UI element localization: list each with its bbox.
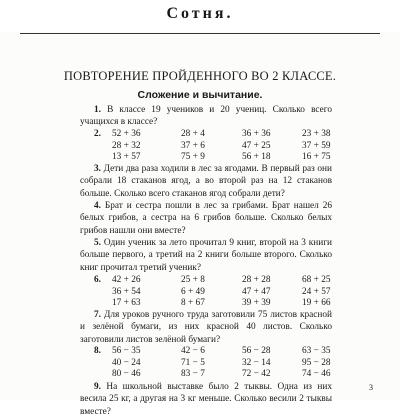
exercise: 40 − 24 xyxy=(112,357,141,368)
task-number: 7. xyxy=(94,310,101,320)
exercise: 56 − 28 xyxy=(242,346,271,356)
exercise-row xyxy=(80,129,332,141)
exercise: 47 + 25 xyxy=(242,140,271,151)
exercise: 37 + 6 xyxy=(181,140,205,151)
task-4 xyxy=(80,200,332,237)
exercise: 28 + 28 xyxy=(242,275,271,285)
exercise-row xyxy=(80,287,332,299)
exercise: 95 − 28 xyxy=(302,357,331,368)
page-number: 3 xyxy=(369,383,373,392)
exercise: 8 + 67 xyxy=(181,298,205,309)
exercise: 36 + 36 xyxy=(242,129,271,139)
task-text: Один ученик за лето прочитал 9 книг, второй на 3 книги больше первого, а третий на 2 книги больше второго. Сколько книг прочитал третий ученик? xyxy=(80,238,332,273)
exercise: 17 + 63 xyxy=(112,298,141,309)
exercise: 32 − 14 xyxy=(242,357,271,368)
exercise: 42 − 6 xyxy=(181,346,205,356)
task-1 xyxy=(80,104,332,129)
exercise: 13 + 57 xyxy=(112,152,141,163)
header-divider xyxy=(20,33,380,34)
exercise: 28 + 32 xyxy=(112,140,141,151)
exercise: 37 + 59 xyxy=(302,140,331,151)
task-text: Брат и сестра пошли в лес за грибами. Брат нашел 26 белых грибов, а сестра на 6 грибов больше. Сколько белых грибов нашли они вместе? xyxy=(80,201,333,236)
task-5 xyxy=(80,237,332,274)
task-number: 5. xyxy=(94,238,101,248)
task-number: 2. xyxy=(94,129,101,139)
task-8-exercises xyxy=(80,346,332,381)
chapter-title: Сотня. xyxy=(166,5,234,22)
exercise: 39 + 39 xyxy=(242,298,271,309)
task-text: На школьной выставке было 2 тыквы. Одна из них весила 25 кг, а другая на 3 кг меньше. Сколько весили 2 тыквы вместе? xyxy=(80,382,332,417)
page-header xyxy=(0,0,400,32)
task-3 xyxy=(80,163,332,200)
subsection-title: Сложение и вычитание. xyxy=(137,89,263,101)
exercise: 36 + 54 xyxy=(112,286,141,297)
exercise-row xyxy=(80,358,332,370)
exercise: 75 + 9 xyxy=(181,152,205,163)
task-number: 9. xyxy=(94,382,101,392)
task-number: 4. xyxy=(94,201,101,211)
task-number: 6. xyxy=(94,275,101,285)
exercise-row xyxy=(80,275,332,287)
exercise: 83 − 7 xyxy=(181,369,205,380)
section-title: ПОВТОРЕНИЕ ПРОЙДЕННОГО ВО 2 КЛАССЕ. xyxy=(63,69,337,83)
exercise: 72 − 42 xyxy=(242,369,271,380)
exercise: 16 + 75 xyxy=(302,152,331,163)
exercise: 71 − 5 xyxy=(181,357,205,368)
exercise: 25 + 8 xyxy=(181,275,205,285)
task-7 xyxy=(80,309,332,346)
exercise: 42 + 26 xyxy=(112,275,141,285)
exercise: 52 + 36 xyxy=(112,129,141,139)
exercise-row xyxy=(80,346,332,358)
exercise: 23 + 38 xyxy=(302,129,331,139)
task-number: 8. xyxy=(94,346,101,356)
exercise: 28 + 4 xyxy=(181,129,205,139)
exercise: 56 + 18 xyxy=(242,152,271,163)
task-number: 1. xyxy=(94,105,101,115)
task-6-exercises xyxy=(80,275,332,310)
exercise: 80 − 46 xyxy=(112,369,141,380)
task-text: Дети два раза ходили в лес за ягодами. В первый раз они собрали 18 стаканов ягод, а во второй раз на 12 стаканов больше. Сколько всего стаканов ягод собрали дети? xyxy=(80,164,332,199)
exercise: 56 − 35 xyxy=(112,346,141,356)
exercise: 74 − 46 xyxy=(302,369,331,380)
exercise-row xyxy=(80,369,332,381)
exercise: 47 + 47 xyxy=(242,286,271,297)
exercise: 68 + 25 xyxy=(302,275,331,285)
exercise: 24 + 57 xyxy=(302,286,331,297)
task-2-exercises xyxy=(80,129,332,164)
task-9 xyxy=(80,381,332,418)
exercise-row xyxy=(80,141,332,153)
exercise: 63 − 35 xyxy=(302,346,331,356)
task-number: 3. xyxy=(94,164,101,174)
exercise: 6 + 49 xyxy=(181,286,205,297)
task-text: Для уроков ручного труда заготовили 75 листов красной и зелёной бумаги, из них красной 40 листов. Сколько заготовили листов зелёной бумаги? xyxy=(80,310,333,345)
exercise: 19 + 66 xyxy=(302,298,331,309)
task-text: В классе 19 учеников и 20 учениц. Сколько всего учащихся в классе? xyxy=(80,105,332,128)
